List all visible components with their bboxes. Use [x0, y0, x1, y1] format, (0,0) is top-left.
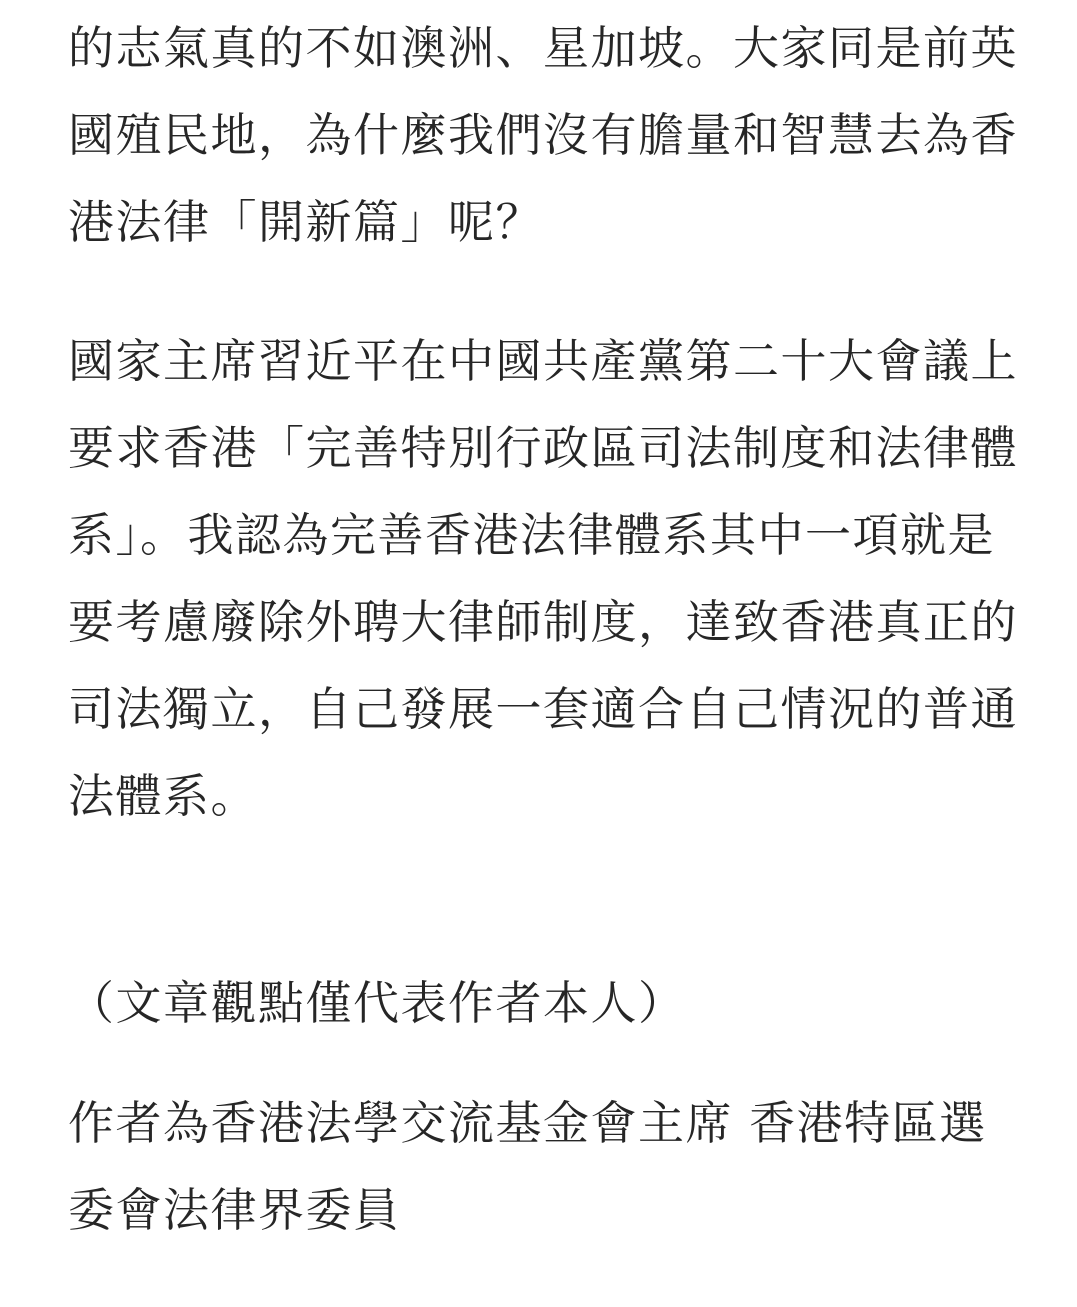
author-bio: 作者為香港法學交流基金會主席 香港特區選委會法律界委員 [68, 1096, 987, 1237]
disclaimer-text: （文章觀點僅代表作者本人） [68, 976, 686, 1030]
article-paragraph: 的志氣真的不如澳洲、星加坡。大家同是前英國殖民地，為什麼我們沒有膽量和智慧去為香港法律「開新篇」呢？ [68, 21, 1018, 249]
article-paragraph: 國家主席習近平在中國共產黨第二十大會議上要求香港「完善特別行政區司法制度和法律體系」。我認為完善香港法律體系其中一項就是要考慮廢除外聘大律師制度，達致香港真正的司法獨立，自己發展一套適合自己情況的普通法體系。 [68, 334, 1018, 823]
